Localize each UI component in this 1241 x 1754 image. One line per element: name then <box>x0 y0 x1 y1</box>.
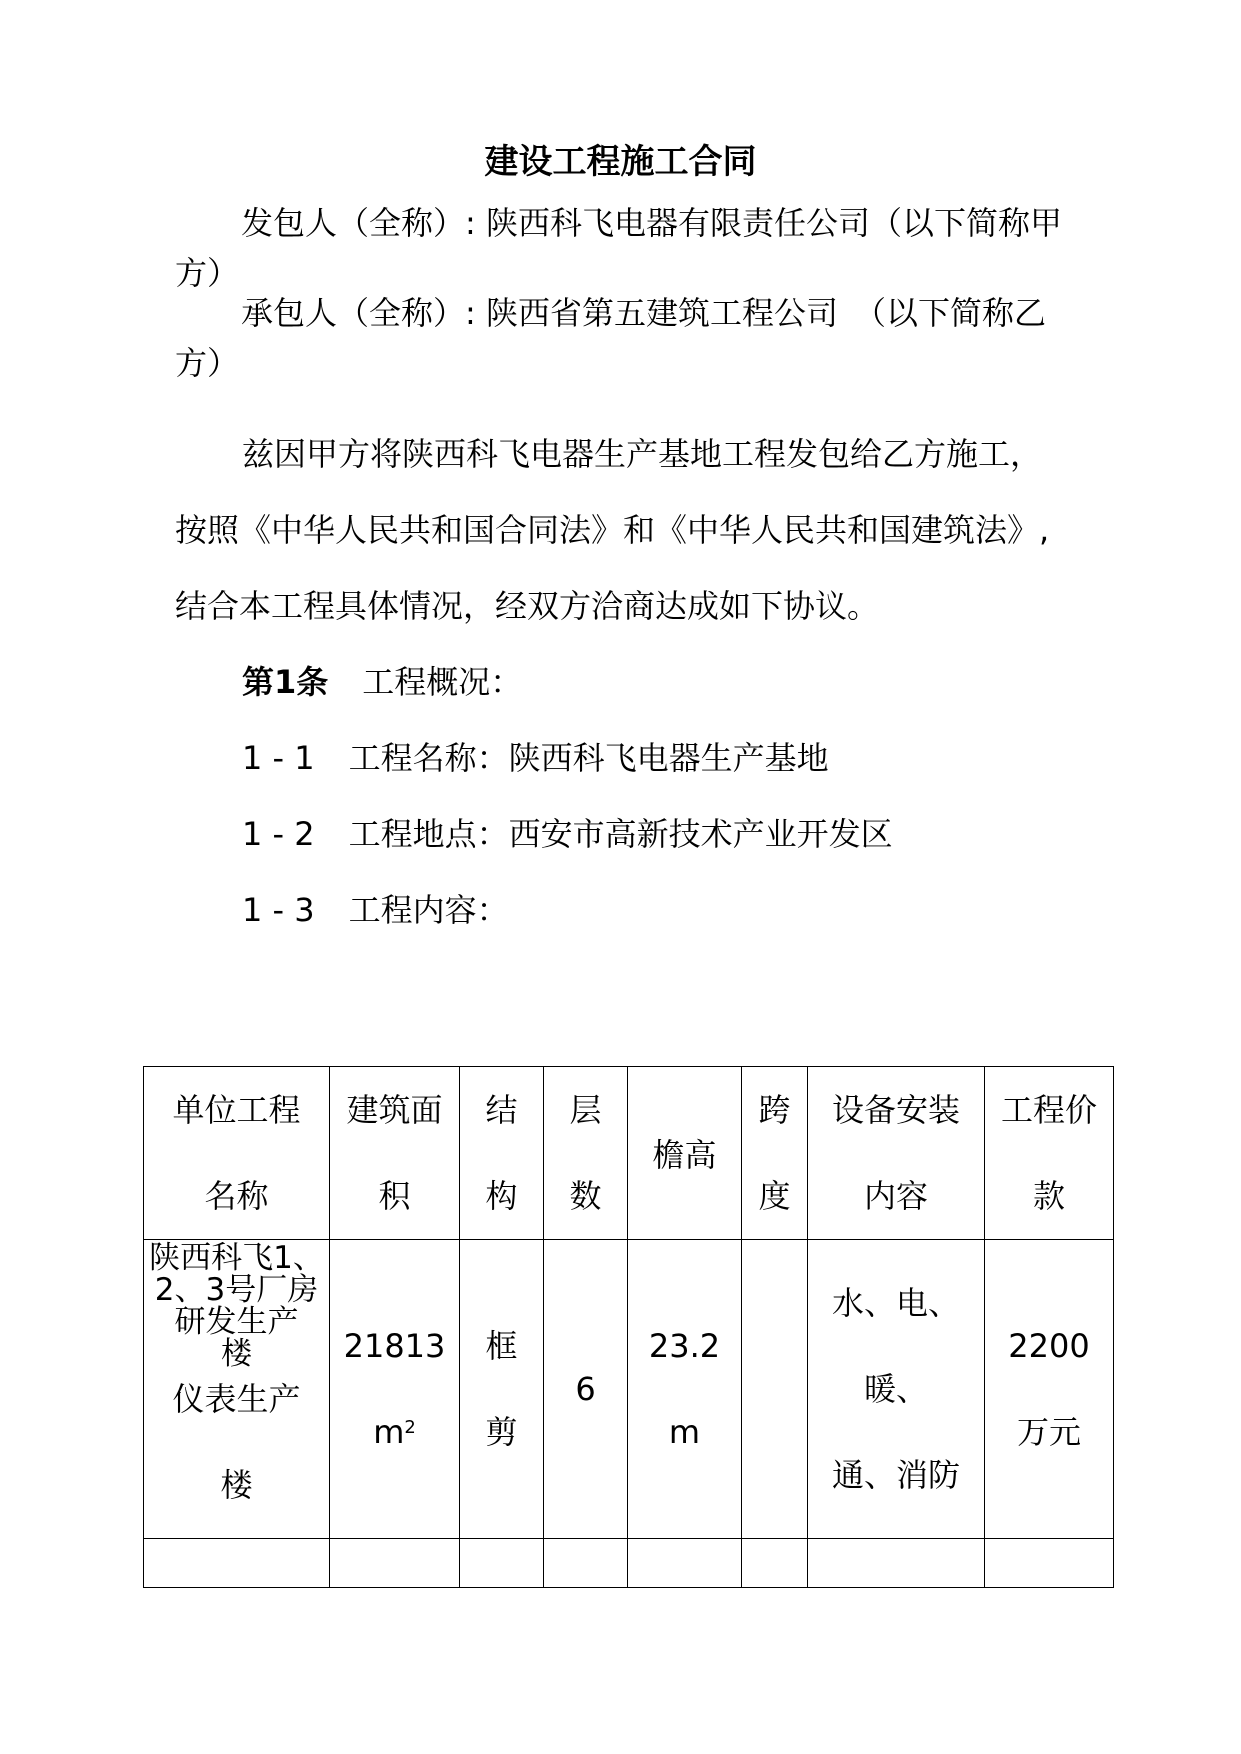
table-row <box>144 1240 1114 1539</box>
cell-unit-name: 陕西科飞1、 2、3号厂房 研发生产 楼 仪表生产 楼 <box>144 1240 330 1539</box>
empty-cell <box>144 1539 330 1588</box>
item-1-2-text: 工程地点：西安市高新技术产业开发区 <box>348 815 893 853</box>
party-a-paragraph: 发包人（全称）: 陕西科飞电器有限责任公司（以下简称甲方） <box>175 204 1062 292</box>
intro-line-3: 结合本工程具体情况，经双方洽商达成如下协议。 <box>175 587 880 625</box>
empty-cell <box>742 1539 808 1588</box>
item-1-3-number: 1 - 3 <box>242 891 315 929</box>
header-equipment: 设备安装 内容 <box>808 1067 985 1240</box>
item-1-2-number: 1 - 2 <box>242 815 315 853</box>
intro-line-1: 兹因甲方将陕西科飞电器生产基地工程发包给乙方施工， <box>242 435 1043 473</box>
empty-cell <box>985 1539 1114 1588</box>
article-1-label: 第1条 <box>242 663 329 701</box>
document-title: 建设工程施工合同 <box>484 142 757 182</box>
article-1-title: 工程概况： <box>362 663 523 701</box>
header-span: 跨 度 <box>742 1067 808 1240</box>
cell-price: 2200 万元 <box>985 1240 1114 1539</box>
item-1-1-text: 工程名称：陕西科飞电器生产基地 <box>348 739 829 777</box>
header-price: 工程价 款 <box>985 1067 1114 1240</box>
header-floors: 层 数 <box>544 1067 628 1240</box>
intro-line-2: 按照《中华人民共和国合同法》和《中华人民共和国建筑法》, <box>175 511 1050 549</box>
cell-equipment: 水、电、暖、 通、消防 <box>808 1240 985 1539</box>
cell-span <box>742 1240 808 1539</box>
cell-floors: 6 <box>544 1240 628 1539</box>
item-1-3-text: 工程内容： <box>348 891 509 929</box>
item-1-1 <box>242 736 829 780</box>
cell-structure: 框 剪 <box>460 1240 544 1539</box>
empty-cell <box>628 1539 742 1588</box>
empty-cell <box>460 1539 544 1588</box>
item-1-3 <box>242 888 509 932</box>
empty-cell <box>544 1539 628 1588</box>
project-content-table <box>143 1066 1114 1588</box>
header-structure: 结 构 <box>460 1067 544 1240</box>
cell-eave-height: 23.2 m <box>628 1240 742 1539</box>
cell-building-area: 21813 $m^2$ <box>330 1240 460 1539</box>
table-header-row <box>144 1067 1114 1240</box>
header-building-area: 建筑面 积 <box>330 1067 460 1240</box>
header-eave-height: 檐高 <box>628 1067 742 1240</box>
header-unit-name: 单位工程 名称 <box>144 1067 330 1240</box>
party-b-paragraph: 承包人（全称）: 陕西省第五建筑工程公司 （以下简称乙方） <box>175 294 1046 382</box>
empty-cell <box>808 1539 985 1588</box>
empty-cell <box>330 1539 460 1588</box>
item-1-2 <box>242 812 893 856</box>
table-row <box>144 1539 1114 1588</box>
article-1-heading <box>242 660 522 704</box>
item-1-1-number: 1 - 1 <box>242 739 315 777</box>
